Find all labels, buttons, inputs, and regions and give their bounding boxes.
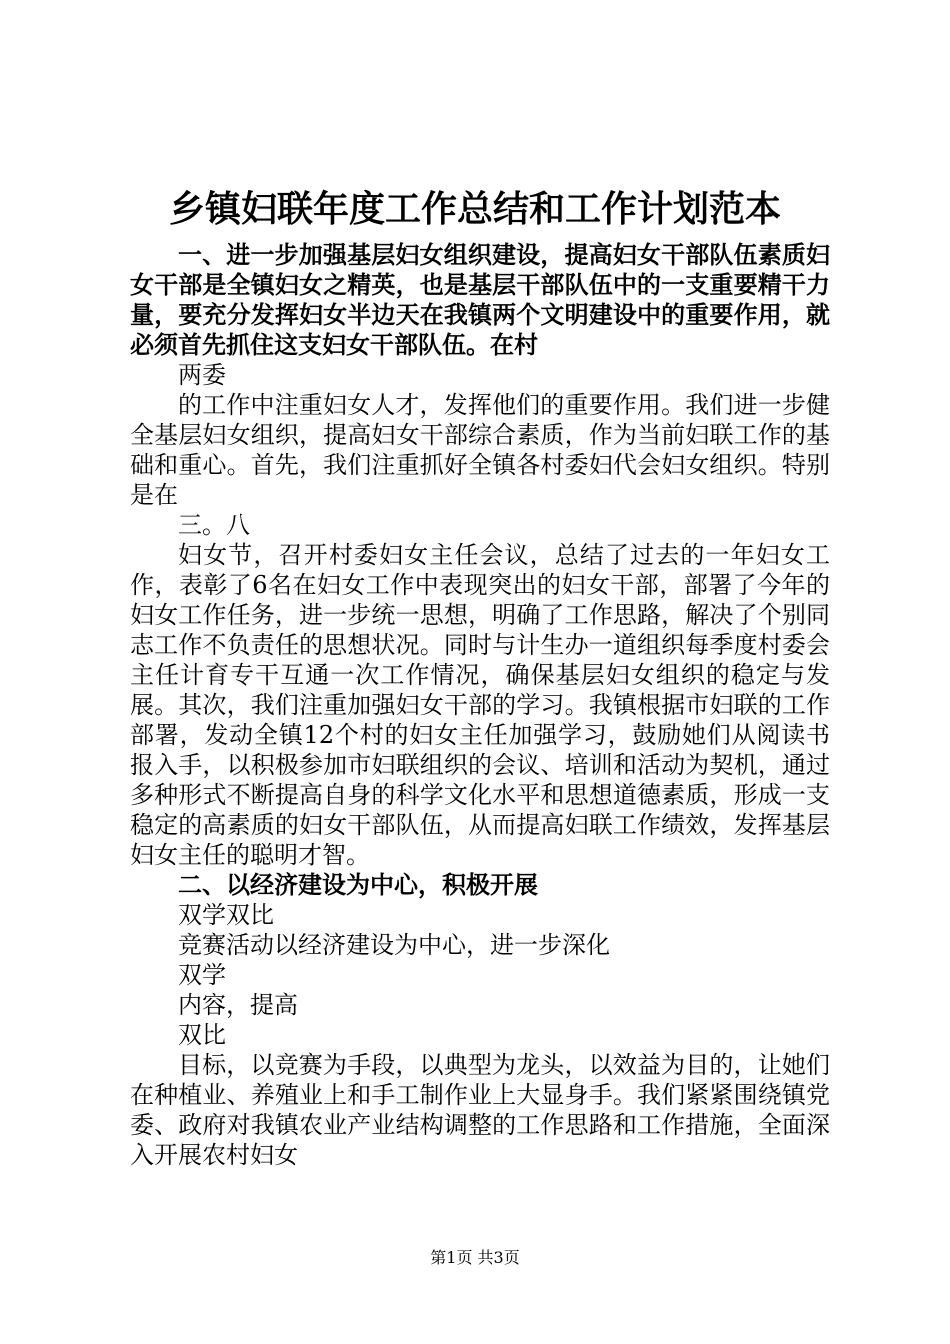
paragraph-fragment: 双比 bbox=[178, 1021, 226, 1049]
document-title: 乡镇妇联年度工作总结和工作计划范本 bbox=[168, 189, 781, 230]
paragraph-section-1-heading: 一、进一步加强基层妇女组织建设，提高妇女干部队伍素质妇女干部是全镇妇女之精英，也是基层干部队伍中的一支重要精干力量，要充分发挥妇女半边天在我镇两个文明建设中的重要作用，就必须首先抓住这支妇女干部队伍。在村 bbox=[130, 241, 830, 359]
paragraph-section-2-heading: 二、以经济建设为中心，积极开展 bbox=[178, 871, 538, 899]
page-footer: 第1页 共3页 bbox=[430, 1248, 520, 1267]
paragraph-fragment: 内容，提高 bbox=[178, 991, 298, 1019]
paragraph: 目标，以竞赛为手段，以典型为龙头，以效益为目的，让她们在种植业、养殖业上和手工制作业上大显身手。我们紧紧围绕镇党委、政府对我镇农业产业结构调整的工作思路和工作措施，全面深入开展农村妇女 bbox=[130, 1051, 830, 1169]
paragraph-fragment: 两委 bbox=[178, 361, 226, 389]
paragraph-fragment: 双学 bbox=[178, 961, 226, 989]
paragraph-fragment: 竞赛活动以经济建设为中心，进一步深化 bbox=[178, 931, 610, 959]
paragraph: 妇女节，召开村委妇女主任会议，总结了过去的一年妇女工作，表彰了6名在妇女工作中表现突出的妇女干部，部署了今年的妇女工作任务，进一步统一思想，明确了工作思路，解决了个别同志工作不负责任的思想状况。同时与计生办一道组织每季度村委会主任计育专干互通一次工作情况，确保基层妇女组织的稳定与发展。其次，我们注重加强妇女干部的学习。我镇根据市妇联的工作部署，发动全镇12个村的妇女主任加强学习，鼓励她们从阅读书报入手，以积极参加市妇联组织的会议、培训和活动为契机，通过多种形式不断提高自身的科学文化水平和思想道德素质，形成一支稳定的高素质的妇女干部队伍，从而提高妇联工作绩效，发挥基层妇女主任的聪明才智。 bbox=[130, 541, 830, 869]
paragraph-fragment: 三。八 bbox=[178, 511, 250, 539]
document-body bbox=[130, 240, 830, 1170]
paragraph-fragment: 双学双比 bbox=[178, 901, 274, 929]
paragraph: 的工作中注重妇女人才，发挥他们的重要作用。我们进一步健全基层妇女组织，提高妇女干部综合素质，作为当前妇联工作的基础和重心。首先，我们注重抓好全镇各村委妇代会妇女组织。特别是在 bbox=[130, 391, 830, 509]
